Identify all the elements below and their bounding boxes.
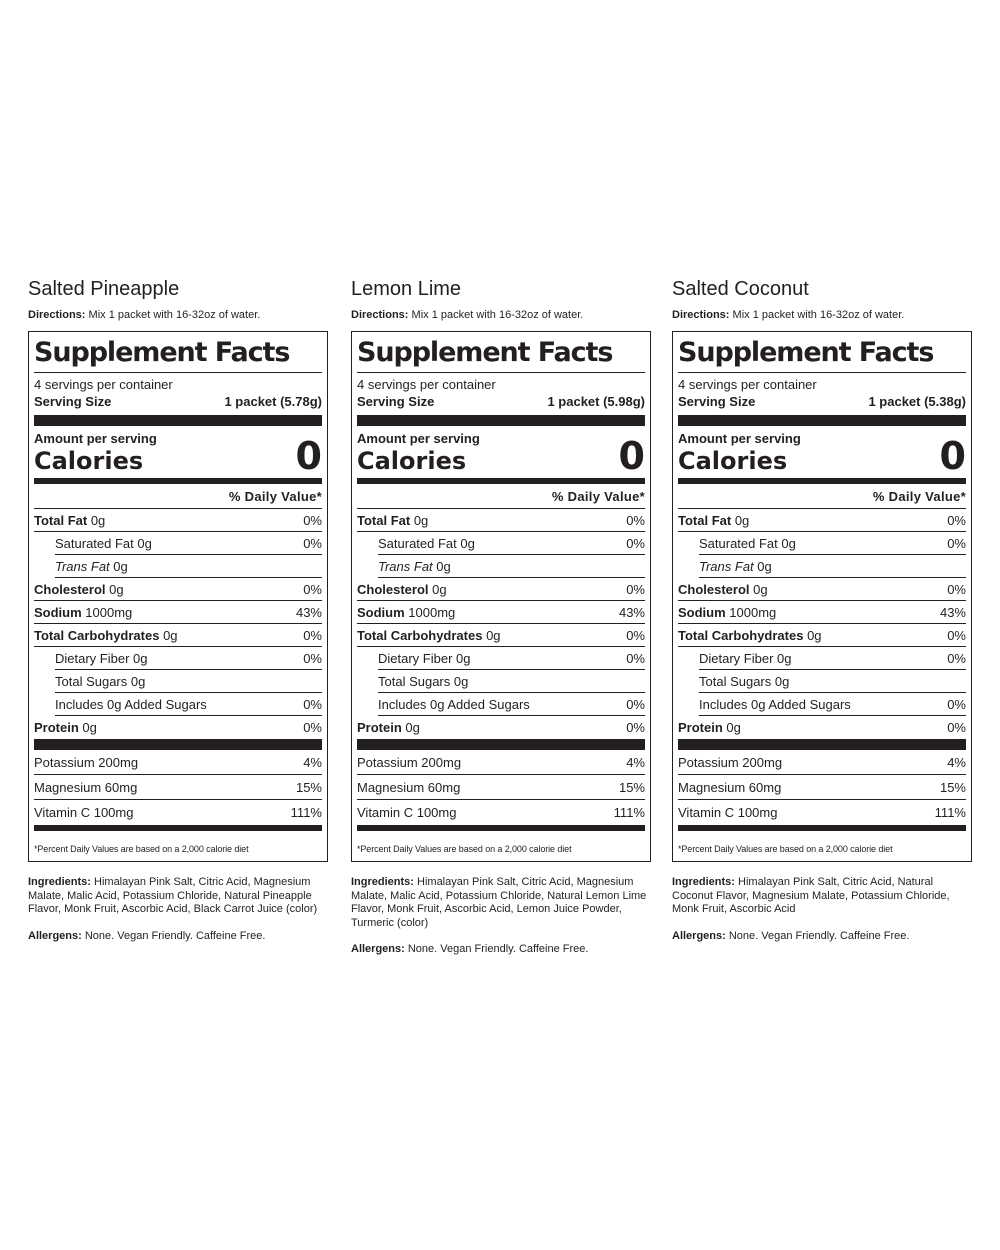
nutrient-label: Vitamin C 100mg <box>357 804 457 820</box>
nutrient-label: Cholesterol <box>357 581 429 597</box>
nutrient-dv: 0% <box>626 535 645 551</box>
nutrient-label: Saturated Fat 0g <box>699 535 796 551</box>
nutrient-label: Saturated Fat 0g <box>378 535 475 551</box>
amount-per-serving: Amount per serving <box>357 431 480 446</box>
nutrient-label: Vitamin C 100mg <box>34 804 134 820</box>
nutrient-row-vitamin-c <box>34 800 322 824</box>
nutrient-amount: 0g <box>405 719 420 735</box>
servings-per-container <box>34 373 322 393</box>
nutrient-dv: 4% <box>947 754 966 770</box>
facts-title: Supplement Facts <box>357 335 645 373</box>
nutrient-label: Potassium 200mg <box>357 754 462 770</box>
supplement-facts-box <box>28 331 328 862</box>
nutrient-row-cholesterol <box>34 578 322 601</box>
calories-value: 0 <box>295 434 322 478</box>
amount-per-serving: Amount per serving <box>678 431 801 446</box>
nutrient-amount: 1000mg <box>408 604 456 620</box>
nutrient-row-trans-fat <box>378 555 645 578</box>
nutrient-label: Total Carbohydrates <box>34 627 160 643</box>
nutrient-dv: 4% <box>303 754 322 770</box>
divider-thick <box>678 415 966 426</box>
nutrient-dv: 15% <box>295 779 322 795</box>
nutrient-dv: 0% <box>626 512 645 528</box>
directions-text: Mix 1 packet with 16-32oz of water. <box>411 309 584 321</box>
serving-size-value: 1 packet (5.98g) <box>547 394 645 409</box>
product-name: Lemon Lime <box>351 278 462 300</box>
nutrient-row-magnesium <box>357 775 645 800</box>
nutrient-label: Total Carbohydrates <box>678 627 804 643</box>
nutrient-dv: 0% <box>626 696 645 712</box>
ingredients <box>351 876 651 930</box>
nutrient-row-total-carbohydrates <box>357 624 645 647</box>
calories-label: Calories <box>678 447 788 475</box>
nutrient-dv: 43% <box>295 604 322 620</box>
nutrient-row-sodium <box>678 601 966 624</box>
daily-value-header: % Daily Value* <box>357 484 645 509</box>
nutrient-dv: 0% <box>947 650 966 666</box>
nutrient-label: Total Fat <box>34 512 88 528</box>
calories-label: Calories <box>357 447 467 475</box>
serving-size-row <box>34 393 322 411</box>
directions-text: Mix 1 packet with 16-32oz of water. <box>88 309 261 321</box>
allergens-text: None. Vegan Friendly. Caffeine Free. <box>407 943 589 955</box>
nutrient-row-total-fat <box>357 509 645 532</box>
product-name: Salted Pineapple <box>28 278 180 300</box>
nutrient-dv: 0% <box>947 719 966 735</box>
servings-text: 4 servings per container <box>34 377 173 392</box>
servings-per-container <box>357 373 645 393</box>
nutrient-label: Saturated Fat 0g <box>55 535 152 551</box>
nutrient-row-magnesium <box>678 775 966 800</box>
nutrient-dv: 0% <box>947 696 966 712</box>
nutrient-label: Magnesium 60mg <box>34 779 138 795</box>
daily-value-footnote: *Percent Daily Values are based on a 2,000 calorie diet <box>357 844 572 854</box>
allergens-label: Allergens: <box>351 943 405 955</box>
nutrient-label: Total Fat <box>357 512 411 528</box>
nutrient-row-trans-fat <box>55 555 322 578</box>
nutrient-dv: 0% <box>947 512 966 528</box>
nutrient-label: Magnesium 60mg <box>678 779 782 795</box>
serving-size-label: Serving Size <box>34 394 112 409</box>
servings-text: 4 servings per container <box>357 377 496 392</box>
nutrient-dv: 0% <box>303 650 322 666</box>
amount-per-serving: Amount per serving <box>34 431 157 446</box>
nutrient-label: Protein <box>34 719 79 735</box>
nutrient-row-cholesterol <box>357 578 645 601</box>
nutrient-label: Potassium 200mg <box>678 754 783 770</box>
ingredients-label: Ingredients: <box>351 876 414 888</box>
nutrient-amount: 0g <box>113 558 128 574</box>
nutrient-amount: 0g <box>82 719 97 735</box>
nutrient-dv: 0% <box>626 719 645 735</box>
daily-value-header: % Daily Value* <box>34 484 322 509</box>
nutrient-amount: 0g <box>163 627 178 643</box>
calories-value: 0 <box>939 434 966 478</box>
divider-thick <box>34 415 322 426</box>
nutrient-amount: 0g <box>807 627 822 643</box>
ingredients <box>28 876 328 917</box>
nutrient-label: Trans Fat <box>699 558 754 574</box>
nutrient-dv: 15% <box>618 779 645 795</box>
nutrient-row-total-carbohydrates <box>34 624 322 647</box>
nutrient-amount: 0g <box>734 512 750 528</box>
nutrient-dv: 0% <box>303 627 322 643</box>
servings-per-container <box>678 373 966 393</box>
nutrient-label: Dietary Fiber 0g <box>378 650 471 666</box>
nutrient-row-protein <box>678 716 966 738</box>
nutrient-dv: 15% <box>939 779 966 795</box>
nutrient-row-saturated-fat <box>699 532 966 555</box>
nutrient-row-total-sugars <box>699 670 966 693</box>
nutrient-dv: 43% <box>939 604 966 620</box>
nutrient-row-potassium <box>34 750 322 775</box>
daily-value-footnote: *Percent Daily Values are based on a 2,000 calorie diet <box>34 844 249 854</box>
nutrient-dv: 0% <box>303 512 322 528</box>
nutrient-row-sodium <box>34 601 322 624</box>
nutrient-amount: 0g <box>413 512 429 528</box>
nutrient-label: Dietary Fiber 0g <box>55 650 148 666</box>
facts-title: Supplement Facts <box>34 335 322 373</box>
serving-size-value: 1 packet (5.38g) <box>868 394 966 409</box>
nutrient-dv: 0% <box>303 719 322 735</box>
nutrient-row-dietary-fiber <box>699 647 966 670</box>
nutrient-dv: 0% <box>303 535 322 551</box>
nutrient-label: Trans Fat <box>55 558 110 574</box>
allergens-label: Allergens: <box>672 929 726 942</box>
nutrient-row-vitamin-c <box>678 800 966 824</box>
nutrient-row-dietary-fiber <box>378 647 645 670</box>
nutrient-label: Protein <box>357 719 402 735</box>
nutrient-amount: 0g <box>109 581 124 597</box>
calories-value: 0 <box>618 434 645 478</box>
nutrient-row-vitamin-c <box>357 800 645 824</box>
nutrient-amount: 0g <box>432 581 447 597</box>
nutrient-dv: 0% <box>626 650 645 666</box>
nutrient-row-total-sugars <box>55 670 322 693</box>
nutrient-amount: 0g <box>436 558 451 574</box>
nutrient-amount: 1000mg <box>729 604 777 620</box>
serving-size-label: Serving Size <box>678 394 756 409</box>
directions-label: Directions: <box>28 309 86 321</box>
nutrient-dv: 0% <box>947 581 966 597</box>
ingredients-label: Ingredients: <box>672 876 735 888</box>
nutrient-label: Trans Fat <box>378 558 433 574</box>
nutrient-row-added-sugars <box>55 693 322 716</box>
nutrient-label: Cholesterol <box>34 581 106 597</box>
daily-value-header: % Daily Value* <box>678 484 966 509</box>
nutrient-label: Total Sugars 0g <box>378 673 469 689</box>
facts-title: Supplement Facts <box>678 335 966 373</box>
nutrient-amount: 0g <box>726 719 741 735</box>
nutrient-label: Includes 0g Added Sugars <box>699 696 851 712</box>
nutrient-dv: 111% <box>290 804 322 820</box>
allergens-label: Allergens: <box>28 929 82 942</box>
directions <box>28 308 328 322</box>
nutrient-label: Includes 0g Added Sugars <box>378 696 530 712</box>
product-panel <box>28 276 328 943</box>
ingredients-text: Himalayan Pink Salt, Citric Acid, Magnesium Malate, Malic Acid, Potassium Chloride, Natural Lemon Lime Flavor, Monk Fruit, Ascorbic Acid, Lemon Juice Powder, Turmeric (color) <box>351 876 647 929</box>
nutrient-label: Vitamin C 100mg <box>678 804 778 820</box>
nutrient-amount: 1000mg <box>85 604 133 620</box>
nutrient-row-sodium <box>357 601 645 624</box>
nutrient-dv: 0% <box>303 581 322 597</box>
nutrient-label: Dietary Fiber 0g <box>699 650 792 666</box>
nutrient-label: Sodium <box>357 604 405 620</box>
product-panel <box>351 276 651 957</box>
nutrient-label: Total Fat <box>678 512 732 528</box>
allergens <box>28 930 328 944</box>
directions <box>351 308 651 322</box>
nutrient-label: Potassium 200mg <box>34 754 139 770</box>
nutrient-dv: 0% <box>947 627 966 643</box>
serving-size-value: 1 packet (5.78g) <box>224 394 322 409</box>
directions <box>672 308 972 322</box>
nutrient-row-protein <box>357 716 645 738</box>
nutrient-dv: 111% <box>934 804 966 820</box>
nutrient-label: Cholesterol <box>678 581 750 597</box>
allergens <box>672 930 972 944</box>
divider-thick <box>357 739 645 750</box>
nutrient-row-dietary-fiber <box>55 647 322 670</box>
product-panel <box>672 276 972 943</box>
nutrient-label: Protein <box>678 719 723 735</box>
ingredients-text: Himalayan Pink Salt, Citric Acid, Natural Coconut Flavor, Magnesium Malate, Potassium Chloride, Monk Fruit, Ascorbic Acid <box>672 876 950 915</box>
nutrient-row-potassium <box>357 750 645 775</box>
directions-label: Directions: <box>351 309 409 321</box>
product-name: Salted Coconut <box>672 278 809 300</box>
nutrient-amount: 0g <box>90 512 106 528</box>
nutrient-amount: 0g <box>757 558 772 574</box>
serving-size-row <box>357 393 645 411</box>
nutrient-dv: 0% <box>947 535 966 551</box>
nutrient-row-cholesterol <box>678 578 966 601</box>
nutrient-amount: 0g <box>753 581 768 597</box>
ingredients <box>672 876 972 917</box>
calories-label: Calories <box>34 447 144 475</box>
allergens-text: None. Vegan Friendly. Caffeine Free. <box>84 929 266 942</box>
directions-text: Mix 1 packet with 16-32oz of water. <box>732 309 905 321</box>
nutrient-dv: 0% <box>626 627 645 643</box>
nutrient-label: Includes 0g Added Sugars <box>55 696 207 712</box>
serving-size-label: Serving Size <box>357 394 435 409</box>
nutrient-label: Magnesium 60mg <box>357 779 461 795</box>
daily-value-footnote: *Percent Daily Values are based on a 2,000 calorie diet <box>678 844 893 854</box>
ingredients-text: Himalayan Pink Salt, Citric Acid, Magnesium Malate, Malic Acid, Potassium Chloride, Natural Pineapple Flavor, Monk Fruit, Ascorbic Acid, Black Carrot Juice (color) <box>28 876 318 915</box>
nutrient-dv: 0% <box>303 696 322 712</box>
nutrient-label: Total Sugars 0g <box>699 673 790 689</box>
nutrient-row-total-fat <box>678 509 966 532</box>
nutrient-row-total-sugars <box>378 670 645 693</box>
nutrient-row-added-sugars <box>699 693 966 716</box>
nutrient-row-trans-fat <box>699 555 966 578</box>
nutrient-label: Sodium <box>34 604 82 620</box>
divider-thick <box>357 415 645 426</box>
nutrient-dv: 111% <box>613 804 645 820</box>
serving-size-row <box>678 393 966 411</box>
supplement-facts-box <box>672 331 972 862</box>
supplement-facts-box <box>351 331 651 862</box>
nutrient-dv: 0% <box>626 581 645 597</box>
ingredients-label: Ingredients: <box>28 876 91 888</box>
nutrient-label: Total Sugars 0g <box>55 673 146 689</box>
nutrient-row-saturated-fat <box>378 532 645 555</box>
nutrient-dv: 43% <box>618 604 645 620</box>
nutrient-row-potassium <box>678 750 966 775</box>
nutrient-amount: 0g <box>486 627 501 643</box>
nutrient-row-saturated-fat <box>55 532 322 555</box>
nutrient-label: Sodium <box>678 604 726 620</box>
divider-thick <box>678 739 966 750</box>
nutrient-row-protein <box>34 716 322 738</box>
divider-thick <box>34 739 322 750</box>
nutrient-row-magnesium <box>34 775 322 800</box>
nutrient-row-total-fat <box>34 509 322 532</box>
directions-label: Directions: <box>672 309 730 321</box>
allergens <box>351 943 651 957</box>
nutrient-row-total-carbohydrates <box>678 624 966 647</box>
nutrient-row-added-sugars <box>378 693 645 716</box>
servings-text: 4 servings per container <box>678 377 817 392</box>
nutrient-dv: 4% <box>626 754 645 770</box>
nutrient-label: Total Carbohydrates <box>357 627 483 643</box>
allergens-text: None. Vegan Friendly. Caffeine Free. <box>728 929 910 942</box>
